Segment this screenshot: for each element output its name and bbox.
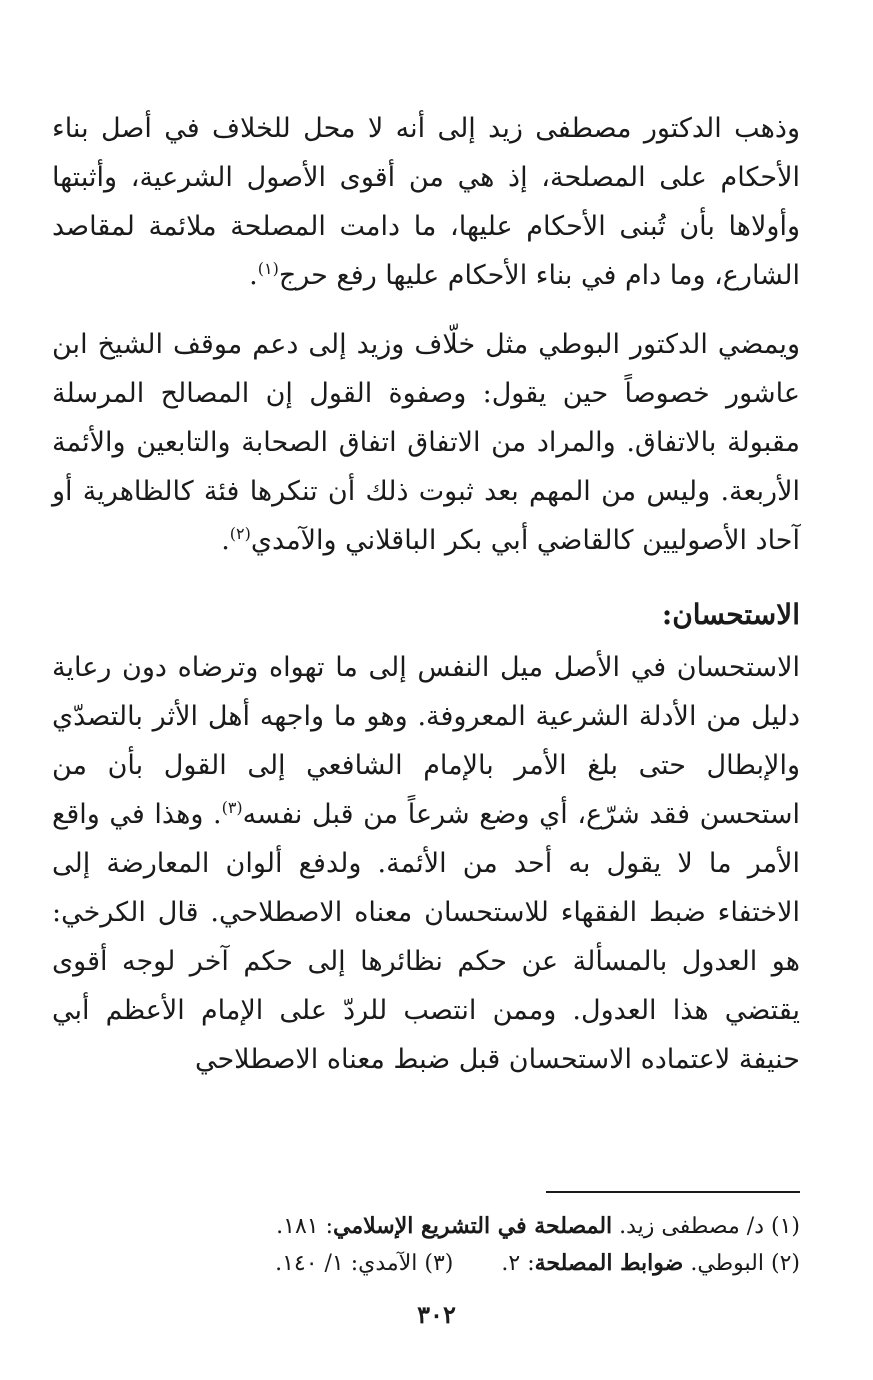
footnote-1-title: المصلحة في التشريع الإسلامي — [333, 1213, 613, 1239]
footnotes — [52, 1208, 800, 1282]
paragraph-mustafa-zaid — [52, 104, 800, 300]
footnote-1-prefix: (١) د/ مصطفى زيد. — [619, 1214, 800, 1239]
footnote-1 — [52, 1208, 800, 1245]
footnote-2-title: ضوابط المصلحة — [534, 1250, 684, 1276]
footnote-2-prefix: (٢) البوطي. — [690, 1251, 800, 1276]
paragraph-istihsan — [52, 643, 800, 1084]
paragraph-text-continued: . وهذا في واقع الأمر ما لا يقول به أحد من الأئمة. ولدفع ألوان المعارضة إلى الاختفاء ضبط الفقهاء للاستحسان معناه الاصطلاحي. قال الكرخي: هو العدول بالمسألة عن حكم نظائرها إلى حكم آخر لوجه أقوى يقتضي هذا العدول. وممن انتصب للردّ على الإمام الأعظم أبي حنيفة لاعتماده الاستحسان قبل ضبط معناه الاصطلاحي — [52, 799, 800, 1075]
footnote-1-suffix: : ١٨١. — [276, 1214, 334, 1239]
paragraph-bouti — [52, 320, 800, 565]
page-number: ٣٠٢ — [417, 1300, 456, 1329]
footnote-marker-3[interactable]: (٣) — [221, 798, 243, 817]
footnote-marker-2[interactable]: (٢) — [229, 524, 251, 543]
footnote-3: (٣) الآمدي: ١/ ١٤٠. — [275, 1251, 454, 1276]
paragraph-ending: . — [221, 525, 230, 556]
paragraph-ending: . — [249, 260, 258, 291]
paragraph-text: وذهب الدكتور مصطفى زيد إلى أنه لا محل للخلاف في أصل بناء الأحكام على المصلحة، إذ هي من أقوى الأصول الشرعية، وأثبتها وأولاها بأن تُبنى الأحكام عليها، ما دامت المصلحة ملائمة لمقاصد الشارع، وما دام في بناء الأحكام عليها رفع حرج — [52, 113, 800, 291]
footnote-2-and-3 — [52, 1245, 800, 1282]
footnote-2-suffix: : ٢. — [501, 1251, 535, 1276]
footnote-marker-1[interactable]: (١) — [257, 259, 279, 278]
paragraph-text: الاستحسان في الأصل ميل النفس إلى ما تهواه وترضاه دون رعاية دليل من الأدلة الشرعية المعروفة. وهو ما واجهه أهل الأثر بالتصدّي والإبطال حتى بلغ الأمر بالإمام الشافعي إلى القول بأن من استحسن فقد شرّع، أي وضع شرعاً من قبل نفسه — [52, 652, 800, 830]
footnote-divider — [546, 1191, 800, 1193]
paragraph-text: ويمضي الدكتور البوطي مثل خلّاف وزيد إلى دعم موقف الشيخ ابن عاشور خصوصاً حين يقول: وصفوة القول إن المصالح المرسلة مقبولة بالاتفاق. والمراد من الاتفاق اتفاق الصحابة والتابعين والأئمة الأربعة. وليس من المهم بعد ثبوت ذلك أن تنكرها فئة كالظاهرية أو آحاد الأصوليين كالقاضي أبي بكر الباقلاني والآمدي — [52, 329, 800, 556]
page-body — [52, 104, 800, 1084]
section-heading-istihsan: الاستحسان: — [661, 598, 800, 631]
